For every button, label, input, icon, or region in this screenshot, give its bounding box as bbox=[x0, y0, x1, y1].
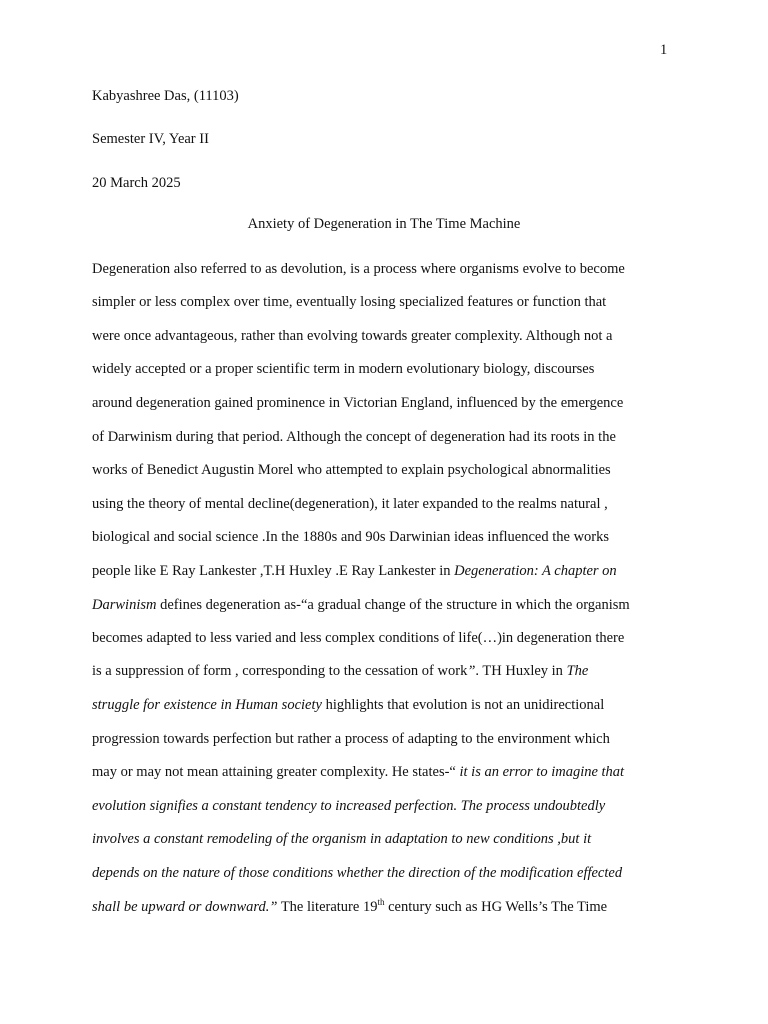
body-line: works of Benedict Augustin Morel who attempted to explain psychological abnormalities bbox=[92, 462, 611, 478]
body-line bbox=[92, 831, 591, 848]
body-line bbox=[92, 899, 607, 916]
body-line bbox=[92, 563, 617, 580]
quotation-italic: depends on the nature of those conditions whether the direction of the modification effected bbox=[92, 865, 623, 881]
body-line bbox=[92, 597, 630, 614]
body-line: biological and social science .In the 1880s and 90s Darwinian ideas influenced the works bbox=[92, 529, 610, 545]
book-title-italic: Degeneration: A chapter on bbox=[454, 563, 617, 579]
body-text: The literature 19 bbox=[277, 899, 378, 915]
body-line: progression towards perfection but rather a process of adapting to the environment which bbox=[92, 731, 610, 747]
author-line: Kabyashree Das, (11103) bbox=[92, 88, 239, 104]
body-text: is a suppression of form , corresponding to the cessation of work bbox=[92, 663, 468, 679]
body-line: using the theory of mental decline(degeneration), it later expanded to the realms natural , bbox=[92, 496, 608, 512]
body-line bbox=[92, 663, 588, 680]
body-line: simpler or less complex over time, eventually losing specialized features or function that bbox=[92, 294, 607, 310]
body-line: widely accepted or a proper scientific term in modern evolutionary biology, discourses bbox=[92, 361, 595, 377]
book-title-italic: Darwinism bbox=[92, 597, 157, 613]
body-text: century such as HG Wells’s The Time bbox=[384, 899, 608, 915]
date-line: 20 March 2025 bbox=[92, 175, 181, 191]
body-line bbox=[92, 764, 624, 781]
body-line bbox=[92, 865, 622, 882]
book-title-italic: struggle for existence in Human society bbox=[92, 697, 322, 713]
body-line: Degeneration also referred to as devolution, is a process where organisms evolve to become bbox=[92, 261, 625, 277]
body-text: defines degeneration as-“a gradual change of the structure in which the organism bbox=[156, 597, 630, 613]
body-line: becomes adapted to less varied and less complex conditions of life(…)in degeneration there bbox=[92, 630, 625, 646]
body-line: were once advantageous, rather than evolving towards greater complexity. Although not a bbox=[92, 328, 613, 344]
quotation-italic: involves a constant remodeling of the organism in adaptation to new conditions ,but it bbox=[92, 831, 592, 847]
page-number: 1 bbox=[660, 42, 668, 58]
body-text: may or may not mean attaining greater complexity. He states-“ bbox=[92, 764, 460, 780]
body-text: . TH Huxley in bbox=[475, 663, 567, 679]
body-line: around degeneration gained prominence in Victorian England, influenced by the emergence bbox=[92, 395, 624, 411]
essay-title: Anxiety of Degeneration in The Time Machine bbox=[247, 216, 521, 232]
body-text: people like E Ray Lankester ,T.H Huxley .E Ray Lankester in bbox=[92, 563, 455, 579]
body-line bbox=[92, 798, 605, 815]
book-title-italic: The bbox=[566, 663, 589, 679]
body-line bbox=[92, 697, 604, 714]
body-text: highlights that evolution is not an unidirectional bbox=[321, 697, 605, 713]
quotation-italic: it is an error to imagine that bbox=[459, 764, 625, 780]
semester-line: Semester IV, Year II bbox=[92, 131, 209, 147]
ordinal-superscript: th bbox=[377, 897, 385, 908]
body-line: of Darwinism during that period. Although the concept of degeneration had its roots in the bbox=[92, 429, 616, 445]
quote-mark-italic: ” bbox=[467, 663, 476, 679]
quotation-italic: shall be upward or downward.” bbox=[92, 899, 278, 915]
quotation-italic: evolution signifies a constant tendency to increased perfection. The process undoubtedly bbox=[92, 798, 606, 814]
